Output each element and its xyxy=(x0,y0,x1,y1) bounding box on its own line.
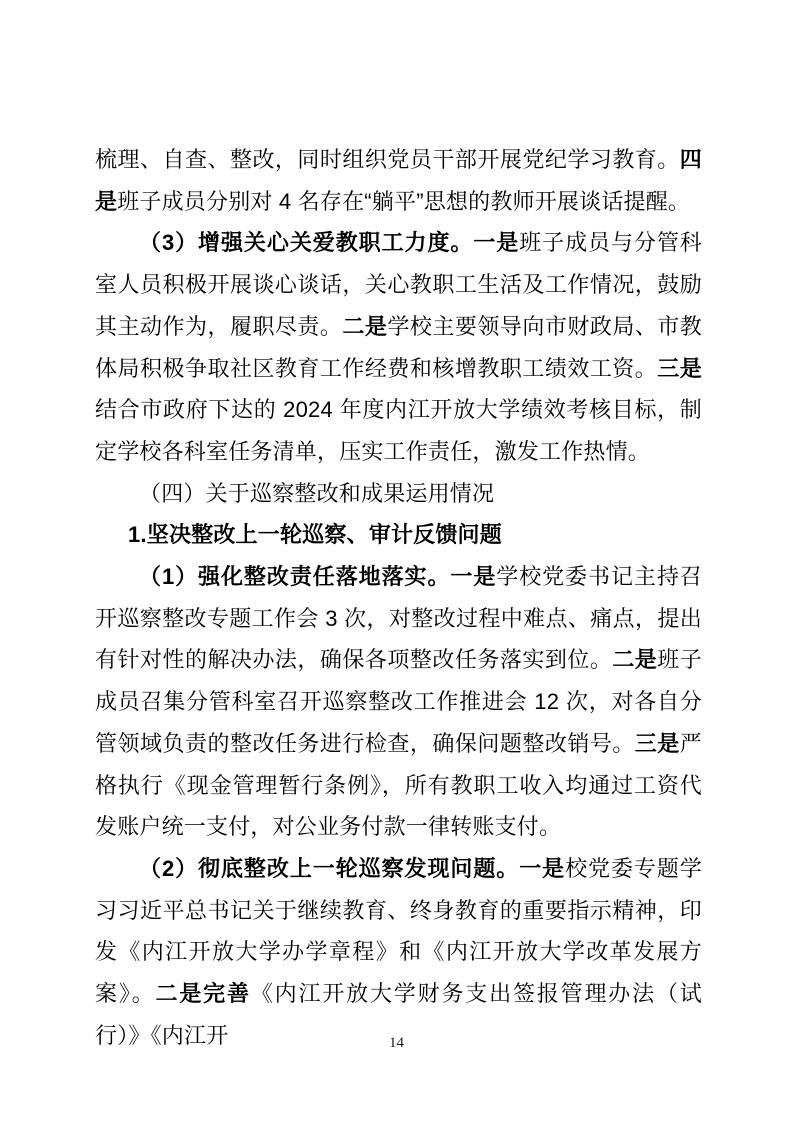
page-footer xyxy=(0,1033,793,1053)
text-run: 学校党委书记主持召开巡察整改专题工作会 3 次，对整改过程中难点、痛点，提出有针对性的解决办法，确保各项整改任务落实到位。 xyxy=(95,564,702,673)
text-run-bold: 二是完善 xyxy=(155,981,251,1007)
text-run: 班子成员分别对 4 名存在“躺平”思想的教师开展谈话提醒。 xyxy=(117,188,691,214)
text-run-bold: 二是 xyxy=(612,647,658,673)
paragraph-item1 xyxy=(95,556,702,848)
text-run: 校党委专题学习习近平总书记关于继续教育、终身教育的重要指示精神，印发《内江开放大学办学章程》和《内江开放大学改革发展方案》。 xyxy=(95,855,702,1007)
text-run: 班子成员召集分管科室召开巡察整改工作推进会 12 次，对各自分管领域负责的整改任务进行检查，确保问题整改销号。 xyxy=(95,647,702,756)
section-heading: （四）关于巡察整改和成果运用情况 xyxy=(139,480,495,506)
text-run: 学校主要领导向市财政局、市教体局积极争取社区教育工作经费和核增教职工绩效工资。 xyxy=(95,313,702,381)
text-run: 梳理、自查、整改，同时组织党员干部开展党纪学习教育。 xyxy=(95,147,680,172)
text-run-bold: 三是 xyxy=(634,730,680,756)
paragraph-item3 xyxy=(95,222,702,472)
paragraph-carryover xyxy=(95,139,702,222)
text-run: 班子成员与分管科室人员积极开展谈心谈话，关心教职工生活及工作情况，鼓励其主动作为，履职尽责。 xyxy=(95,230,702,339)
subsection-heading: 1.坚决整改上一轮巡察、审计反馈问题 xyxy=(128,522,502,548)
text-run-bold: 二是 xyxy=(342,313,388,339)
text-run-bold: （1）强化整改责任落地落实。一是 xyxy=(139,564,497,590)
text-run: 结合市政府下达的 2024 年度内江开放大学绩效考核目标，制定学校各科室任务清单，压实工作责任，激发工作热情。 xyxy=(95,397,702,464)
text-run-bold: （3）增强关心关爱教职工力度。一是 xyxy=(139,230,520,256)
paragraph-item2 xyxy=(95,848,702,1057)
text-run-bold: （2）彻底整改上一轮巡察发现问题。一是 xyxy=(139,855,566,881)
text-run-bold: 三是 xyxy=(657,355,702,381)
text-run: 《内江开放大学财务支出签报管理办法（试行）》《内江开 xyxy=(95,981,702,1048)
text-run: 严格执行《现金管理暂行条例》，所有教职工收入均通过工资代发账户统一支付，对公业务付款一律转账支付。 xyxy=(95,730,702,840)
page-number: 14 xyxy=(389,1035,404,1051)
text-run-bold: 四是 xyxy=(95,147,702,214)
document-body xyxy=(95,139,702,1056)
